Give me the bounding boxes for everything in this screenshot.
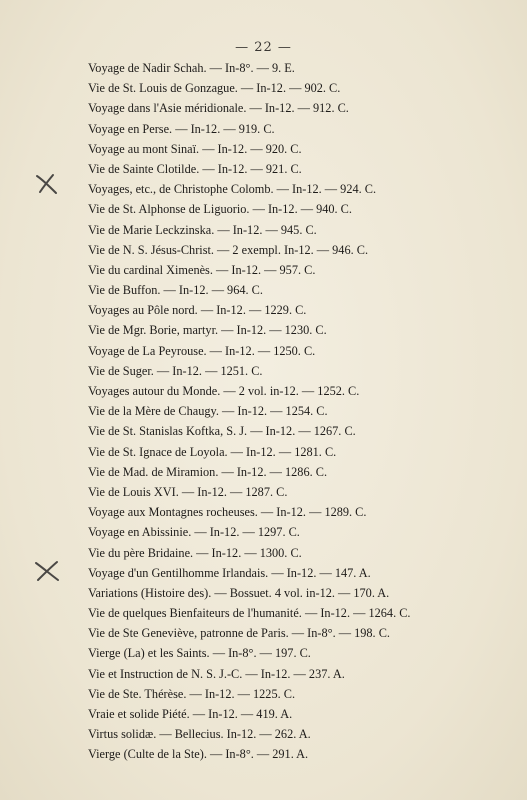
catalog-entry: Voyage au mont Sinaï. — In-12. — 920. C.: [88, 141, 302, 156]
catalog-entry: Vie du cardinal Ximenès. — In-12. — 957. C.: [88, 262, 316, 277]
catalog-entry: Vie de St. Stanislas Koftka, S. J. — In-12. — 1267. C.: [88, 424, 356, 439]
catalog-entry: Voyage de Nadir Schah. — In-8°. — 9. E.: [88, 61, 295, 75]
catalog-entry: Vie et Instruction de N. S. J.-C. — In-12. — 237. A.: [88, 666, 345, 681]
catalog-entry: Vie de St. Alphonse de Liguorio. — In-12. — 940. C.: [88, 202, 352, 217]
catalog-entry: Vie de Marie Leckzinska. — In-12. — 945. C.: [88, 222, 317, 237]
catalog-entry: Variations (Histoire des). — Bossuet. 4 vol. in-12. — 170. A.: [88, 585, 390, 600]
page-number: — 22 —: [235, 40, 292, 55]
x-mark-icon: [34, 560, 62, 582]
catalog-entry: Voyage dans l'Asie méridionale. — In-12. — 912. C.: [88, 101, 349, 116]
catalog-entry: Voyages autour du Monde. — 2 vol. in-12. — 1252. C.: [88, 384, 360, 398]
catalog-entry: Virtus solidæ. — Bellecius. In-12. — 262. A.: [88, 727, 311, 742]
catalog-entry: Vie de Ste. Thérèse. — In-12. — 1225. C.: [88, 686, 296, 701]
catalog-entry: Vie de la Mère de Chaugy. — In-12. — 1254. C.: [88, 404, 328, 419]
catalog-entry: Voyages, etc., de Christophe Colomb. — In-12. — 924. C.: [88, 182, 377, 197]
catalog-entry: Voyage de La Peyrouse. — In-12. — 1250. C.: [88, 343, 316, 358]
catalog-entry: Vraie et solide Piété. — In-12. — 419. A.: [88, 707, 293, 721]
catalog-list: [88, 58, 518, 765]
catalog-entry: Vie de St. Louis de Gonzague. — In-12. — 902. C.: [88, 81, 341, 96]
catalog-entry: Vie de N. S. Jésus-Christ. — 2 exempl. In-12. — 946. C.: [88, 242, 369, 257]
catalog-entry: Vie de Buffon. — In-12. — 964. C.: [88, 283, 263, 298]
catalog-entry: Vie de Louis XVI. — In-12. — 1287. C.: [88, 484, 288, 499]
catalog-entry: Vie de Sainte Clotilde. — In-12. — 921. C.: [88, 161, 302, 176]
catalog-entry: Vie de Ste Geneviève, patronne de Paris. — In-8°. — 198. C.: [88, 626, 390, 641]
catalog-entry: Vierge (La) et les Saints. — In-8°. — 197. C.: [88, 646, 311, 661]
catalog-entry: Vie de St. Ignace de Loyola. — In-12. — 1281. C.: [88, 444, 337, 459]
catalog-entry: Voyage aux Montagnes rocheuses. — In-12. — 1289. C.: [88, 505, 367, 520]
x-mark-icon: [34, 173, 62, 195]
catalog-entry: Vierge (Culte de la Ste). — In-8°. — 291. A.: [88, 747, 309, 762]
catalog-entry: Voyages au Pôle nord. — In-12. — 1229. C.: [88, 303, 307, 318]
catalog-entry: Vie de quelques Bienfaiteurs de l'humanité. — In-12. — 1264. C.: [88, 606, 411, 621]
catalog-entry: Voyage en Perse. — In-12. — 919. C.: [88, 121, 275, 136]
catalog-entry: Vie de Mad. de Miramion. — In-12. — 1286. C.: [88, 464, 328, 479]
catalog-entry: Vie de Suger. — In-12. — 1251. C.: [88, 363, 263, 378]
catalog-entry: Vie de Mgr. Borie, martyr. — In-12. — 1230. C.: [88, 323, 327, 338]
catalog-entry: Vie du père Bridaine. — In-12. — 1300. C.: [88, 545, 302, 560]
catalog-entry: Voyage en Abissinie. — In-12. — 1297. C.: [88, 525, 300, 540]
catalog-entry: Voyage d'un Gentilhomme Irlandais. — In-12. — 147. A.: [88, 565, 371, 580]
